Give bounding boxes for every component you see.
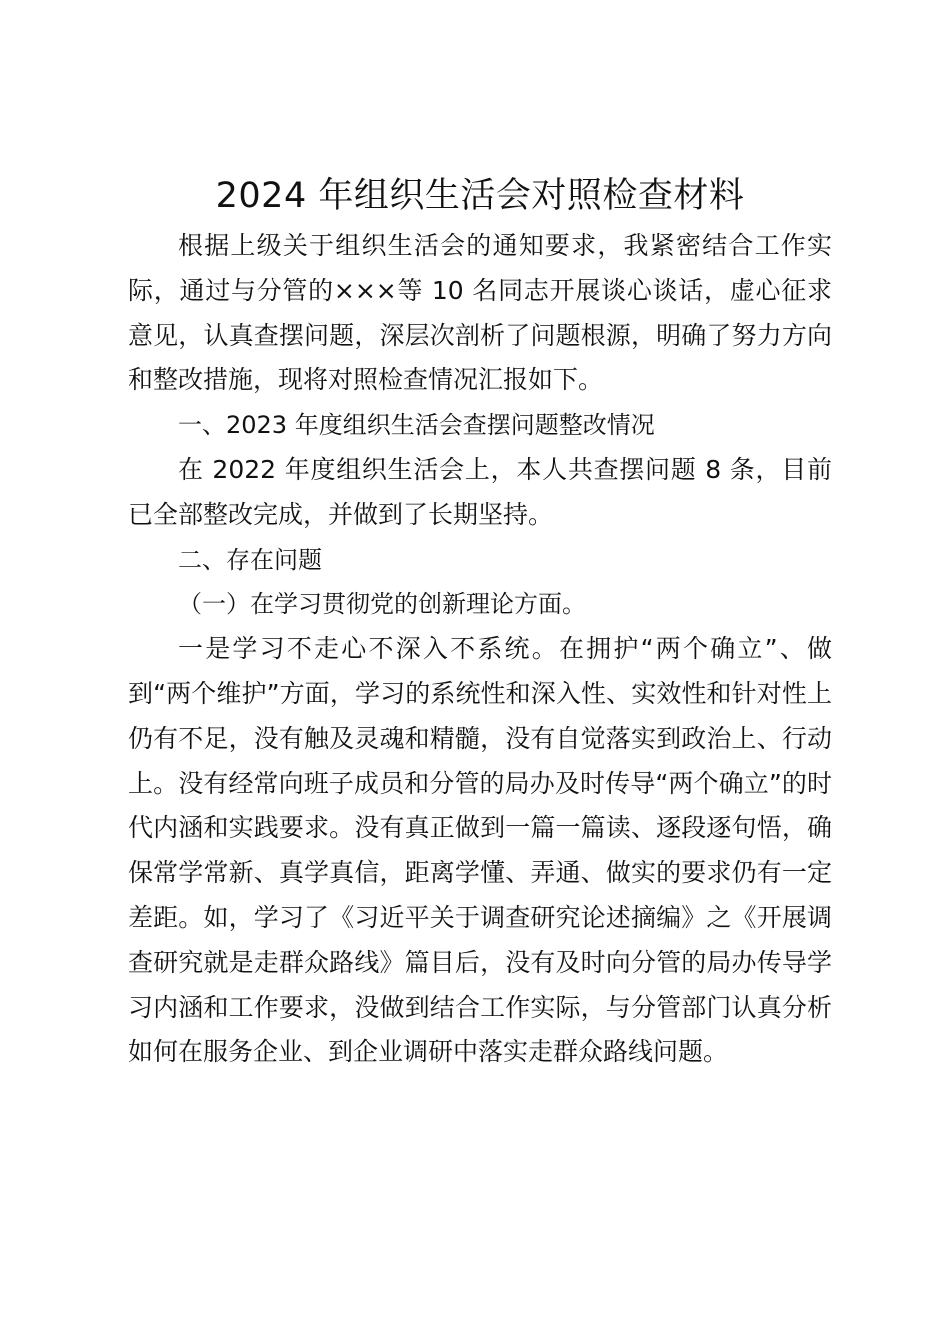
- section-heading-2: 二、存在问题: [178, 545, 322, 574]
- document-title: 2024 年组织生活会对照检查材料: [215, 176, 745, 216]
- section-heading-1: 一、2023 年度组织生活会查摆问题整改情况: [178, 411, 655, 440]
- problem-paragraph-1: 一是学习不走心不深入不系统。在拥护“两个确立”、做到“两个维护”方面，学习的系统性和深入性、实效性和针对性上仍有不足，没有触及灵魂和精髓，没有自觉落实到政治上、行动上。没有经常向班子成员和分管的局办及时传导“两个确立”的时代内涵和实践要求。没有真正做到一篇一篇读、逐段逐句悟，确保常学常新、真学真信，距离学懂、弄通、做实的要求仍有一定差距。如，学习了《习近平关于调查研究论述摘编》之《开展调查研究就是走群众路线》篇目后，没有及时向分管的局办传导学习内涵和工作要求，没做到结合工作实际，与分管部门认真分析如何在服务企业、到企业调研中落实走群众路线问题。: [128, 634, 832, 1067]
- intro-paragraph: 根据上级关于组织生活会的通知要求，我紧密结合工作实际，通过与分管的×××等 10 名同志开展谈心谈话，虚心征求意见，认真查摆问题，深层次剖析了问题根源，明确了努力方向和整改措施，现将对照检查情况汇报如下。: [128, 231, 832, 395]
- document-page: [128, 170, 832, 1075]
- rectification-paragraph: 在 2022 年度组织生活会上，本人共查摆问题 8 条，目前已全部整改完成，并做到了长期坚持。: [128, 454, 832, 529]
- subsection-heading-1: （一）在学习贯彻党的创新理论方面。: [178, 590, 586, 619]
